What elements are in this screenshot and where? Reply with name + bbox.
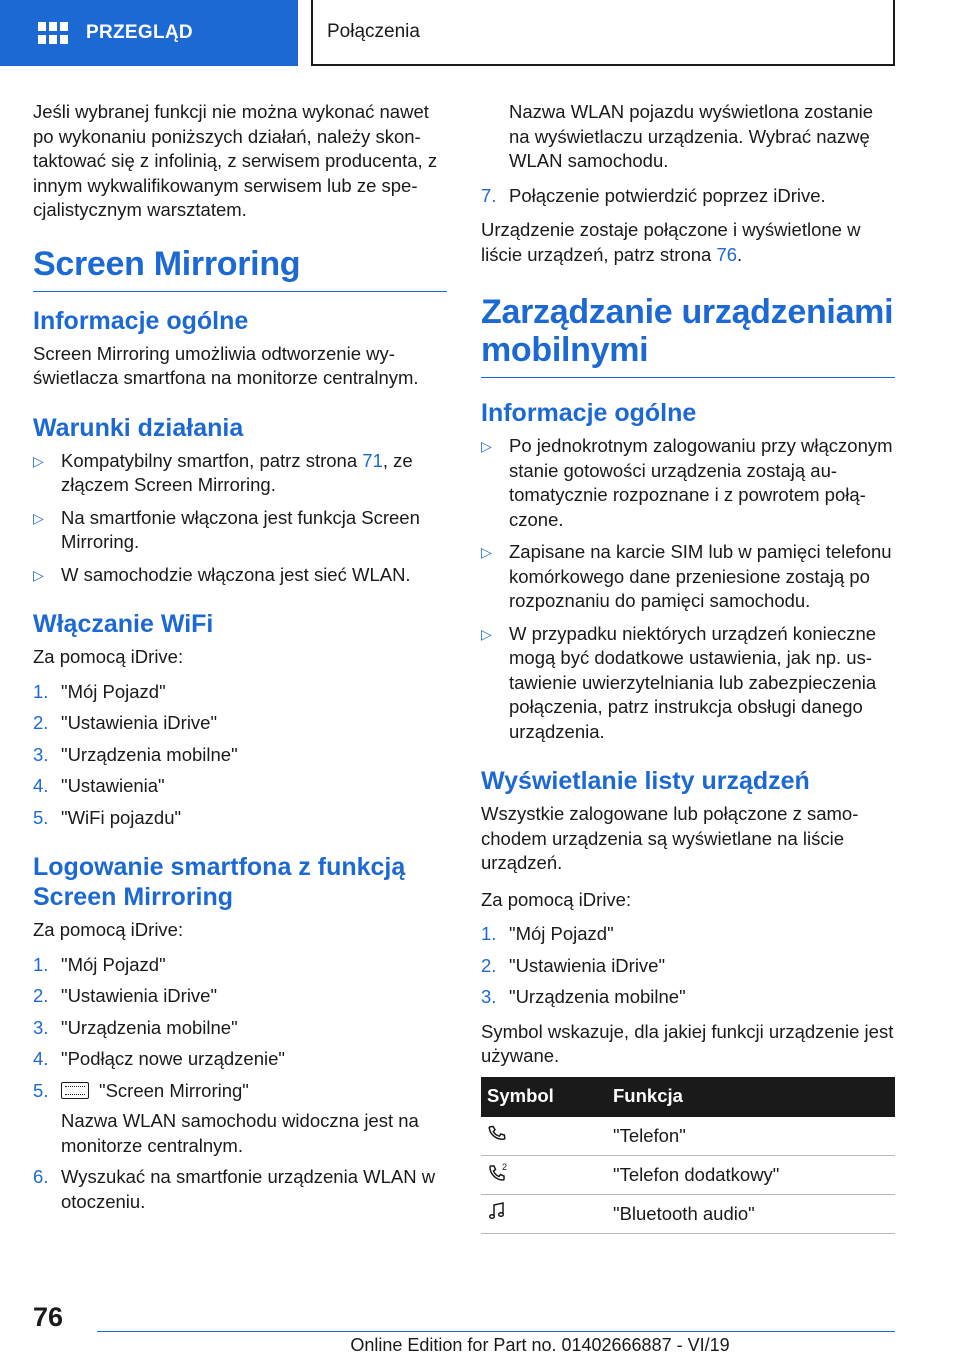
symbol-text: Symbol wskazuje, dla jakiej funkcji urządzenie jest używane. bbox=[481, 1020, 894, 1066]
heading-general-info: Informacje ogólne bbox=[33, 306, 249, 335]
heading-login: Logowanie smartfona z funkcją Screen Mirroring bbox=[33, 853, 406, 911]
triangle-bullet-icon: ▷ bbox=[481, 544, 492, 560]
login-steps-continued bbox=[481, 100, 895, 208]
list-item: 3. "Urządzenia mobilne" bbox=[481, 986, 686, 1007]
list-item: ▷ Zapisane na karcie SIM lub w pamięci telefonu komórkowego dane przeniesione zostają po rozpoznaniu do pamięci samochodu. bbox=[481, 541, 892, 611]
list-item: 4. "Ustawienia" bbox=[33, 775, 165, 796]
list-item: ▷ Po jednokrotnym zalogowaniu przy włączonym stanie gotowości urządzenia zostają automatycznie rozpoznane i z powrotem połączone. bbox=[481, 435, 893, 530]
list-item: Nazwa WLAN pojazdu wyświetlona zostanie na wyświetlaczu urządzenia. Wybrać nazwę WLAN samochodu. bbox=[509, 101, 874, 171]
symbol-table bbox=[481, 1077, 895, 1235]
list-item: 3. "Urządzenia mobilne" bbox=[33, 743, 238, 765]
table-row: "Telefon" bbox=[481, 1117, 895, 1156]
page-link[interactable]: 76 bbox=[716, 243, 738, 265]
phone-secondary-icon bbox=[487, 1161, 509, 1183]
phone-icon bbox=[487, 1123, 507, 1143]
list-item: 7. Połączenie potwierdzić poprzez iDrive. bbox=[481, 184, 826, 206]
screen-mirroring-icon bbox=[61, 1082, 89, 1099]
triangle-bullet-icon: ▷ bbox=[481, 625, 492, 642]
chapter-heading-screen-mirroring: Screen Mirroring bbox=[33, 245, 447, 292]
list-item: 1. "Mój Pojazd" bbox=[33, 953, 166, 975]
triangle-bullet-icon: ▷ bbox=[33, 509, 44, 526]
info-bullets bbox=[481, 434, 895, 744]
heading-conditions: Warunki działania bbox=[33, 413, 244, 442]
general-info-text: Screen Mirroring umożliwia odtworzenie wyświetlacza smartfona na monitorze centralnym. bbox=[33, 342, 419, 388]
list-item: 2. "Ustawienia iDrive" bbox=[33, 985, 218, 1006]
list-item: 6. Wyszukać na smartfonie urządzenia WLAN w otoczeniu. bbox=[33, 1166, 436, 1212]
heading-wifi: Włączanie WiFi bbox=[33, 610, 214, 638]
list-item: 2. "Ustawienia iDrive" bbox=[33, 712, 218, 733]
table-row: 2 "Telefon dodatkowy" bbox=[481, 1156, 895, 1195]
table-row: "Bluetooth audio" bbox=[481, 1195, 895, 1234]
list-item: 4. "Podłącz nowe urządzenie" bbox=[33, 1048, 285, 1069]
list-item: ▷ W przypadku niektórych urządzeń konieczne mogą być dodatkowe ustawienia, jak np. ustawienie uwierzytelniania lub zabezpieczenia połączenia, patrz instrukcja obsługi danego urządzenia. bbox=[481, 622, 877, 742]
intro-paragraph: Jeśli wybranej funkcji nie można wykonać nawet po wykonaniu poniższych działań, należy skontaktować się z infolinią, z serwisem producenta, z innym wykwalifikowanym serwisem lub ze specjalistycznym warsztatem. bbox=[33, 101, 438, 220]
column-header-symbol: Symbol bbox=[481, 1077, 607, 1117]
heading-general-info-2: Informacje ogólne bbox=[481, 399, 697, 427]
conditions-list bbox=[33, 449, 447, 588]
device-list-intro: Za pomocą iDrive: bbox=[481, 888, 632, 910]
column-header-function: Funkcja bbox=[607, 1077, 895, 1117]
list-item: ▷ Kompatybilny smartfon, patrz strona 71, ze złączem Screen Mirroring. bbox=[33, 449, 413, 495]
chapter-heading-device-management: Zarządzanie urządzeniami mobilnymi bbox=[481, 293, 895, 378]
list-item: 1. "Mój Pojazd" bbox=[33, 680, 166, 702]
login-intro: Za pomocą iDrive: bbox=[33, 919, 184, 940]
page-link[interactable]: 71 bbox=[362, 449, 383, 471]
footer-divider bbox=[97, 1331, 895, 1332]
list-item: 5. "WiFi pojazdu" bbox=[33, 806, 182, 828]
list-item: ▷ Na smartfonie włączona jest funkcja Screen Mirroring. bbox=[33, 506, 420, 552]
page-header bbox=[0, 0, 960, 66]
music-note-icon bbox=[487, 1201, 507, 1221]
overview-tab[interactable] bbox=[0, 0, 298, 66]
login-steps bbox=[33, 953, 447, 1215]
table-header-row bbox=[481, 1077, 895, 1117]
list-item: 1. "Mój Pojazd" bbox=[481, 923, 614, 944]
list-item: ▷ W samochodzie włączona jest sieć WLAN. bbox=[33, 563, 447, 588]
right-column bbox=[481, 100, 895, 1234]
triangle-bullet-icon: ▷ bbox=[481, 438, 492, 454]
connected-text: Urządzenie zostaje połączone i wyświetlone w liście urządzeń, patrz strona 76. bbox=[481, 219, 861, 265]
triangle-bullet-icon: ▷ bbox=[33, 566, 44, 583]
list-item: 5. "Screen Mirroring" Nazwa WLAN samochodu widoczna jest na monitorze centralnym. bbox=[33, 1079, 419, 1156]
grid-menu-icon bbox=[38, 22, 68, 44]
svg-text:2: 2 bbox=[502, 1161, 508, 1172]
wifi-steps bbox=[33, 680, 447, 831]
heading-device-list: Wyświetlanie listy urządzeń bbox=[481, 767, 810, 795]
list-item: 2. "Ustawienia iDrive" bbox=[481, 954, 666, 976]
left-column bbox=[33, 100, 447, 1224]
device-list-text: Wszystkie zalogowane lub połączone z samochodem urządzenia są wyświetlane na liście urządzeń. bbox=[481, 803, 859, 873]
footer-edition: Online Edition for Part no. 01402666887 - VI/19 bbox=[350, 1335, 730, 1355]
device-list-steps bbox=[481, 922, 895, 1010]
wifi-intro: Za pomocą iDrive: bbox=[33, 646, 184, 667]
section-title: Połączenia bbox=[311, 0, 895, 66]
page-number: 76 bbox=[33, 1302, 64, 1332]
list-item: 3. "Urządzenia mobilne" bbox=[33, 1016, 238, 1038]
overview-tab-label: PRZEGLĄD bbox=[86, 22, 193, 43]
triangle-bullet-icon: ▷ bbox=[33, 452, 44, 469]
